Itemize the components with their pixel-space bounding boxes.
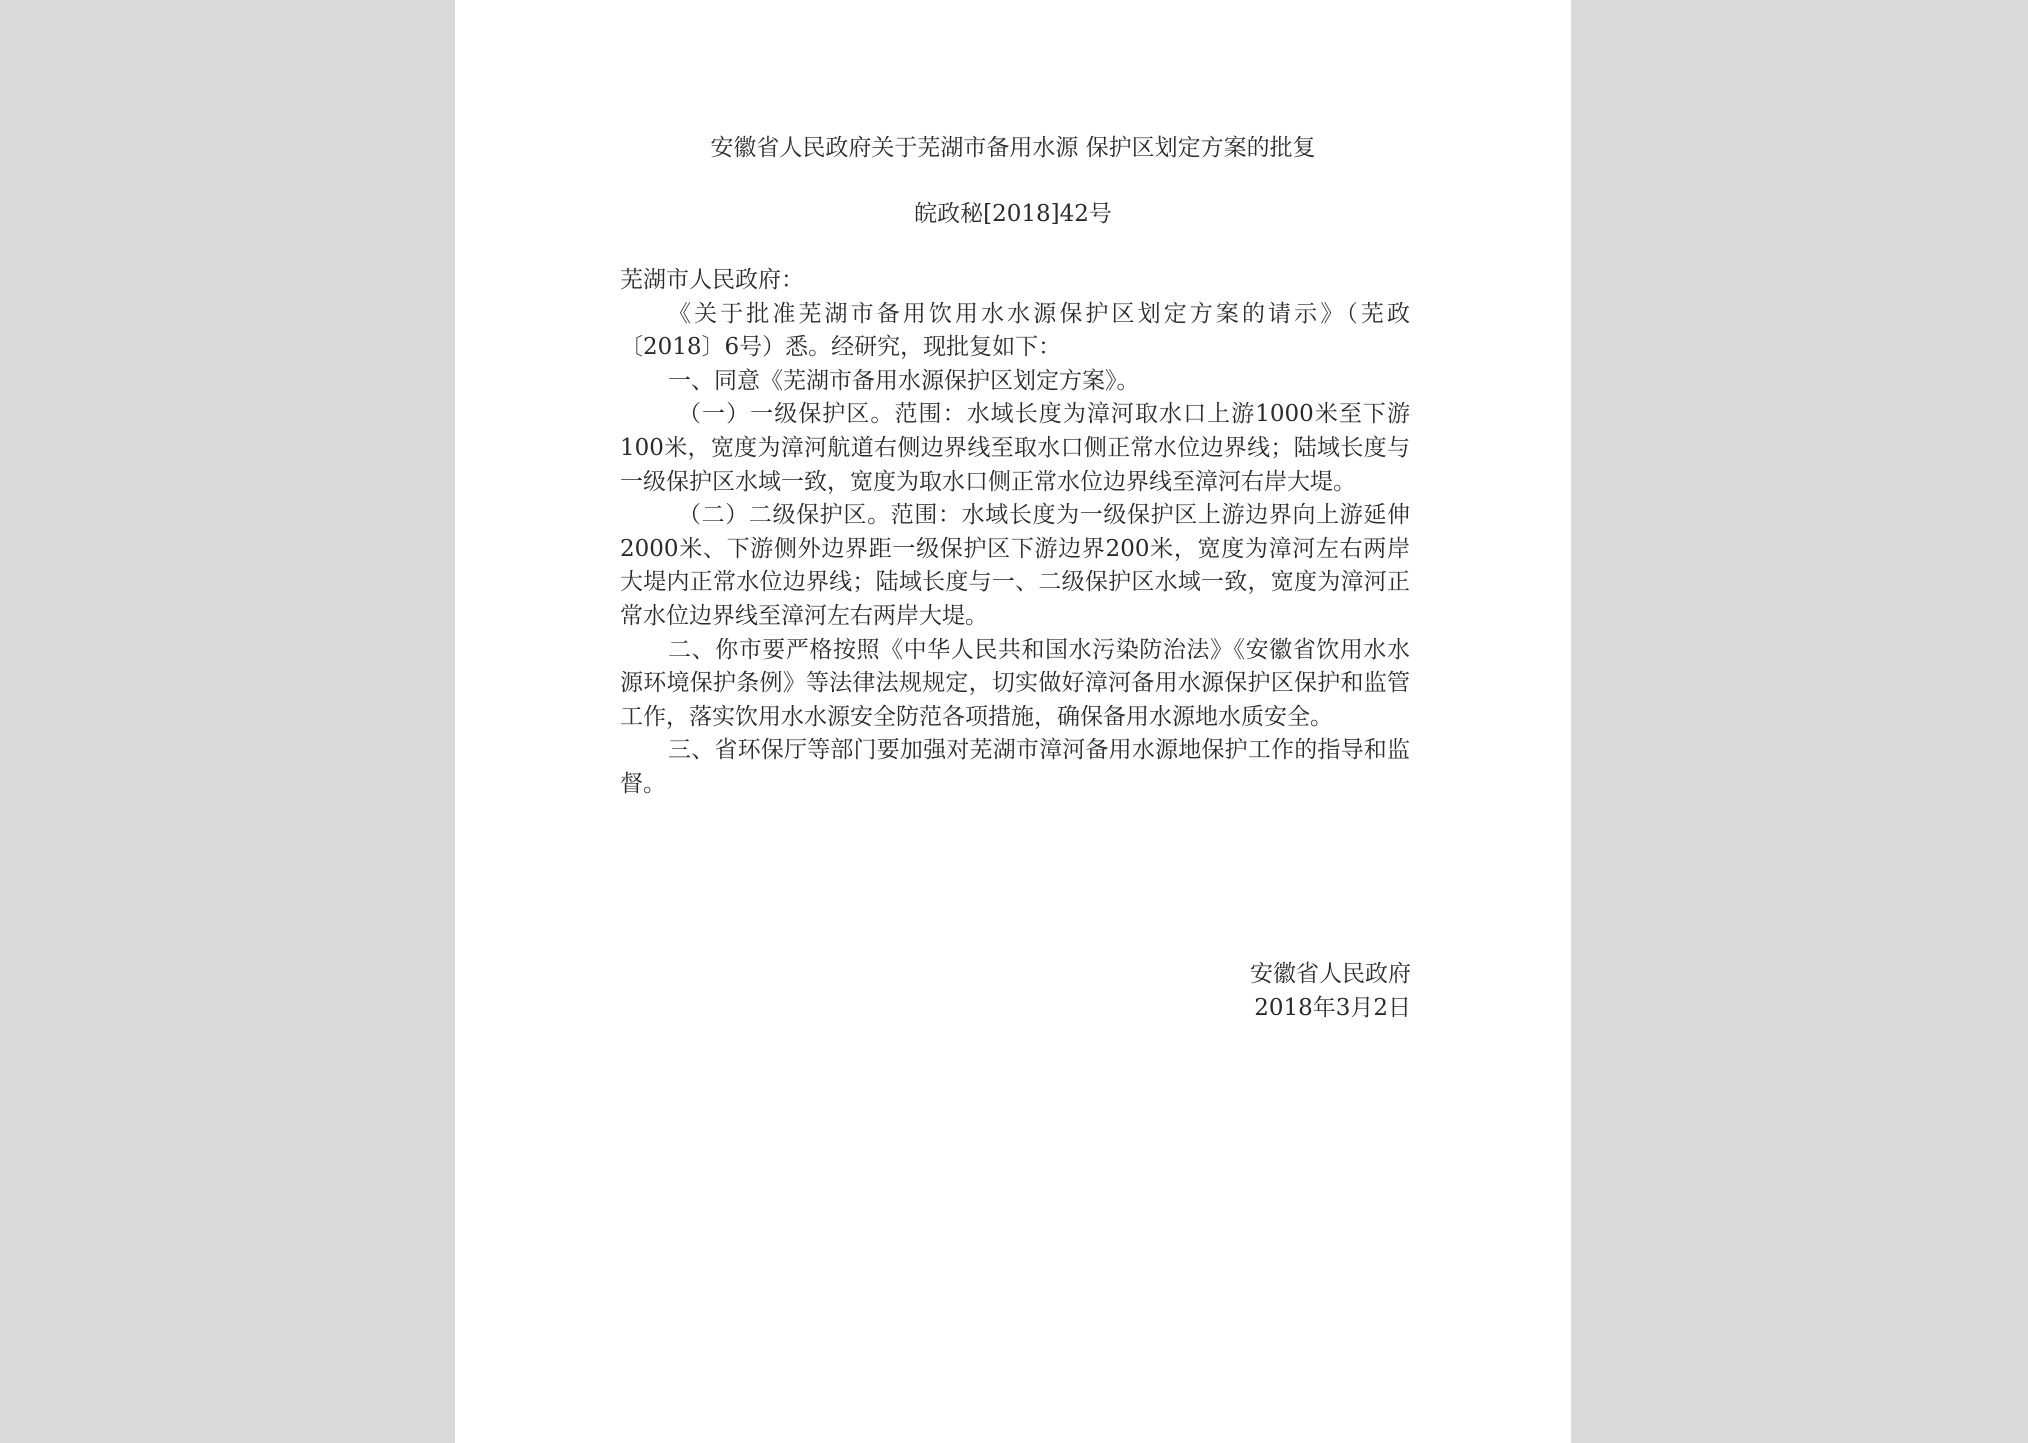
signature-issuer: 安徽省人民政府 — [1250, 961, 1411, 987]
body-paragraph-item-2: 二、你市要严格按照《中华人民共和国水污染防治法》《安徽省饮用水水源环境保护条例》等法律法规规定，切实做好漳河备用水源保护区保护和监管工作，落实饮用水水源安全防范各项措施，确保备用水源地水质安全。 — [620, 636, 1410, 730]
body-paragraph-subitem-2: （二）二级保护区。范围：水域长度为一级保护区上游边界向上游延伸2000米、下游侧外边界距一级保护区下游边界200米，宽度为漳河左右两岸大堤内正常水位边界线；陆域长度与一、二级保护区水域一致，宽度为漳河正常水位边界线至漳河左右两岸大堤。 — [620, 502, 1410, 629]
document-title: 安徽省人民政府关于芜湖市备用水源 保护区划定方案的批复 — [710, 135, 1316, 161]
body-paragraph-item-3: 三、省环保厅等部门要加强对芜湖市漳河备用水源地保护工作的指导和监督。 — [620, 737, 1410, 797]
body-paragraph-item-1: 一、同意《芜湖市备用水源保护区划定方案》。 — [668, 367, 1140, 394]
body-paragraph-subitem-1: （一）一级保护区。范围：水域长度为漳河取水口上游1000米至下游100米，宽度为漳河航道右侧边界线至取水口侧正常水位边界线；陆域长度与一级保护区水域一致，宽度为取水口侧正常水位边界线至漳河右岸大堤。 — [620, 401, 1410, 495]
addressee: 芜湖市人民政府： — [620, 267, 804, 293]
document-body — [620, 264, 1410, 802]
document-page — [455, 0, 1571, 1443]
signature-date: 2018年3月2日 — [1254, 995, 1411, 1021]
signature-block — [1250, 957, 1411, 1025]
document-number: 皖政秘[2018]42号 — [914, 201, 1112, 227]
body-paragraph-intro: 《关于批准芜湖市备用饮用水水源保护区划定方案的请示》（芜政〔2018〕6号）悉。经研究，现批复如下： — [620, 300, 1410, 361]
